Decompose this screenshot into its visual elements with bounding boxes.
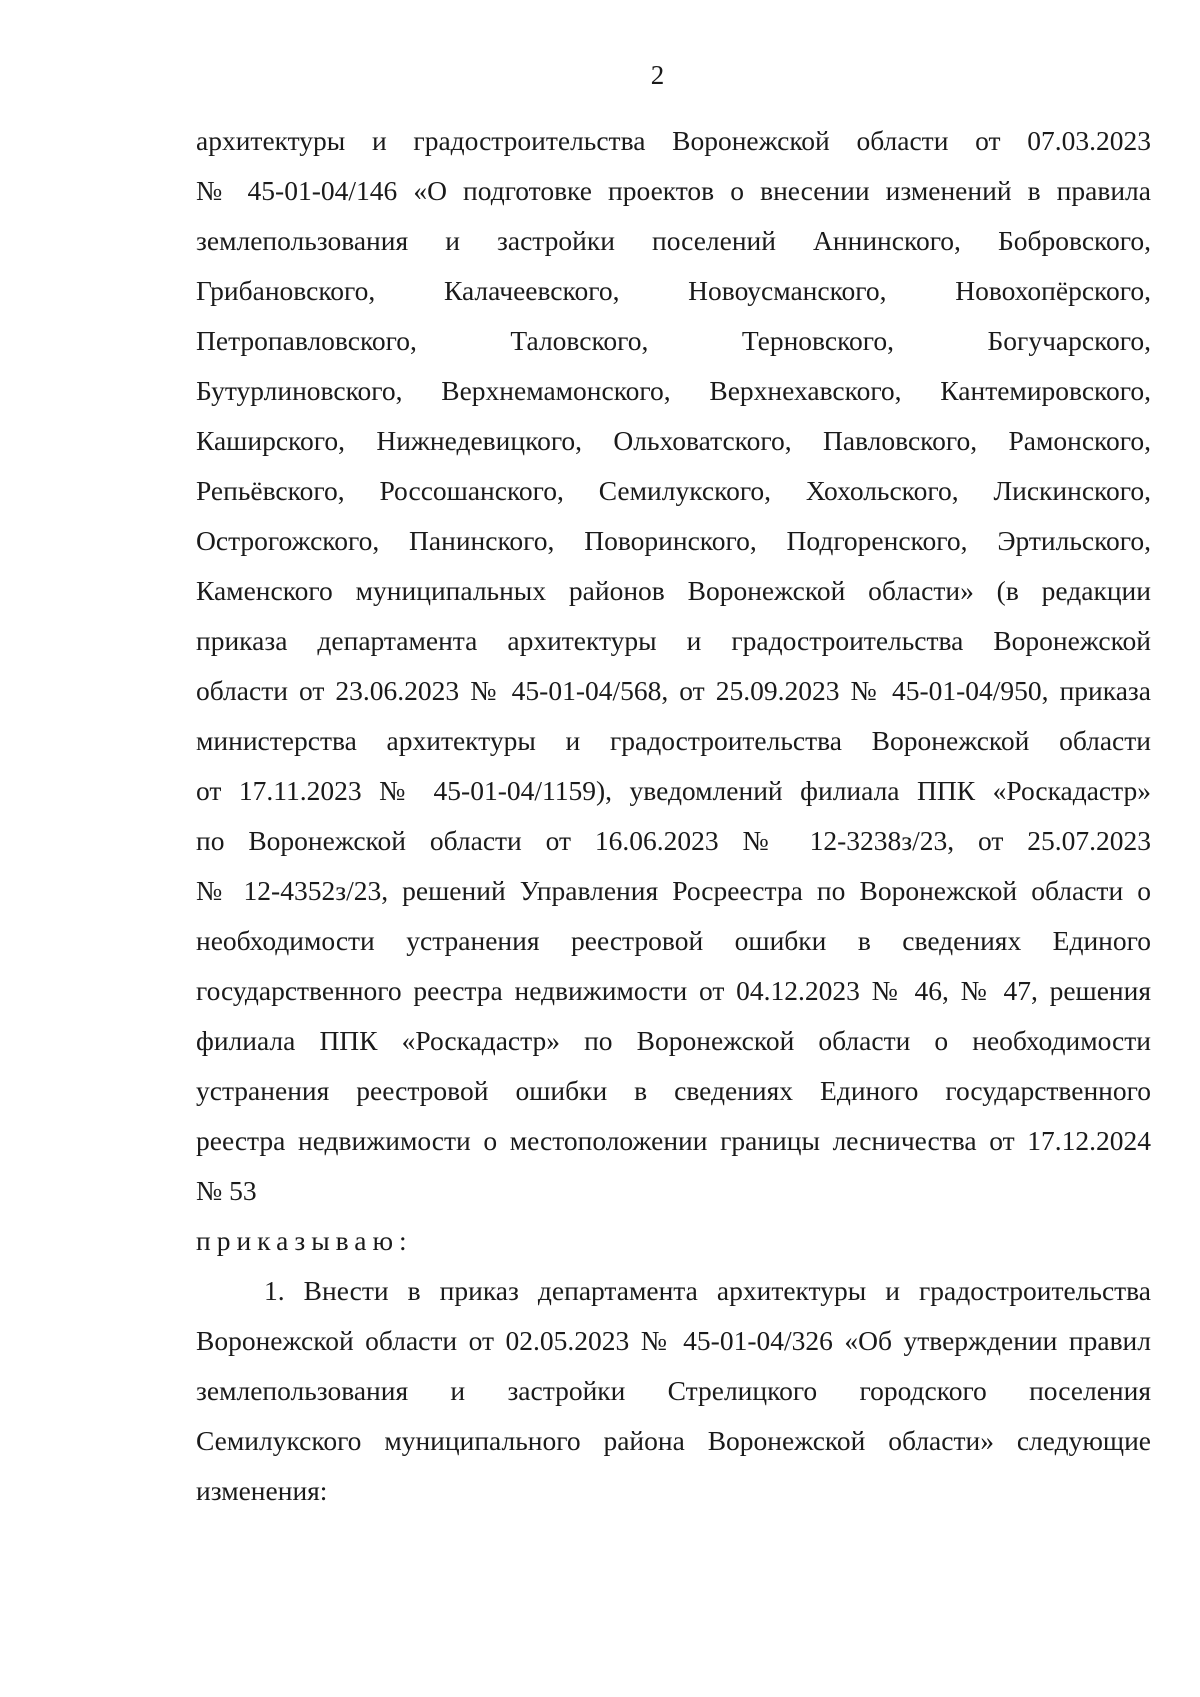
text-line: Каширского, Нижнедевицкого, Ольховатского, Павловского, Рамонского, (196, 425, 1151, 456)
text-line: Бутурлиновского, Верхнемамонского, Верхнехавского, Кантемировского, (196, 375, 1151, 406)
document-body (196, 116, 1151, 1516)
text-line: необходимости устранения реестровой ошибки в сведениях Единого (196, 925, 1151, 956)
text-line: изменения: (196, 1475, 328, 1506)
text-line: Каменского муниципальных районов Воронежской области» (в редакции (196, 575, 1151, 606)
text-line: от 17.11.2023 № 45-01-04/1159), уведомлений филиала ППК «Роскадастр» (196, 775, 1151, 806)
text-line: Петропавловского, Таловского, Терновского, Богучарского, (196, 325, 1151, 356)
text-line: № 45-01-04/146 «О подготовке проектов о внесении изменений в правила (196, 175, 1151, 206)
order-word: приказываю: (196, 1225, 413, 1256)
text-line: Репьёвского, Россошанского, Семилукского, Хохольского, Лискинского, (196, 475, 1151, 506)
text-line: Воронежской области от 02.05.2023 № 45-01-04/326 «Об утверждении правил (196, 1325, 1151, 1356)
text-line: Острогожского, Панинского, Поворинского, Подгоренского, Эртильского, (196, 525, 1151, 556)
text-line: государственного реестра недвижимости от 04.12.2023 № 46, № 47, решения (196, 975, 1151, 1006)
text-line: устранения реестровой ошибки в сведениях Единого государственного (196, 1075, 1151, 1106)
text-line: области от 23.06.2023 № 45-01-04/568, от 25.09.2023 № 45-01-04/950, приказа (196, 675, 1151, 706)
text-line: по Воронежской области от 16.06.2023 № 12-3238з/23, от 25.07.2023 (196, 825, 1151, 856)
text-line: 1. Внести в приказ департамента архитектуры и градостроительства (264, 1275, 1151, 1306)
text-line: № 12-4352з/23, решений Управления Росреестра по Воронежской области о (196, 875, 1151, 906)
text-line: реестра недвижимости о местоположении границы лесничества от 17.12.2024 (196, 1125, 1151, 1156)
text-line: филиала ППК «Роскадастр» по Воронежской области о необходимости (196, 1025, 1151, 1056)
text-line: приказа департамента архитектуры и градостроительства Воронежской (196, 625, 1151, 656)
text-line: архитектуры и градостроительства Воронежской области от 07.03.2023 (196, 125, 1151, 156)
order-paragraph (196, 1216, 1151, 1266)
text-line: Грибановского, Калачеевского, Новоусманского, Новохопёрского, (196, 275, 1151, 306)
text-line: министерства архитектуры и градостроительства Воронежской области (196, 725, 1151, 756)
text-line: землепользования и застройки Стрелицкого городского поселения (196, 1375, 1151, 1406)
text-line: Семилукского муниципального района Воронежской области» следующие (196, 1425, 1151, 1456)
text-line: № 53 (196, 1175, 257, 1206)
text-line: землепользования и застройки поселений Аннинского, Бобровского, (196, 225, 1151, 256)
preamble-paragraph (196, 116, 1151, 1216)
page-number: 2 (650, 60, 665, 90)
item-1-paragraph (196, 1266, 1151, 1516)
